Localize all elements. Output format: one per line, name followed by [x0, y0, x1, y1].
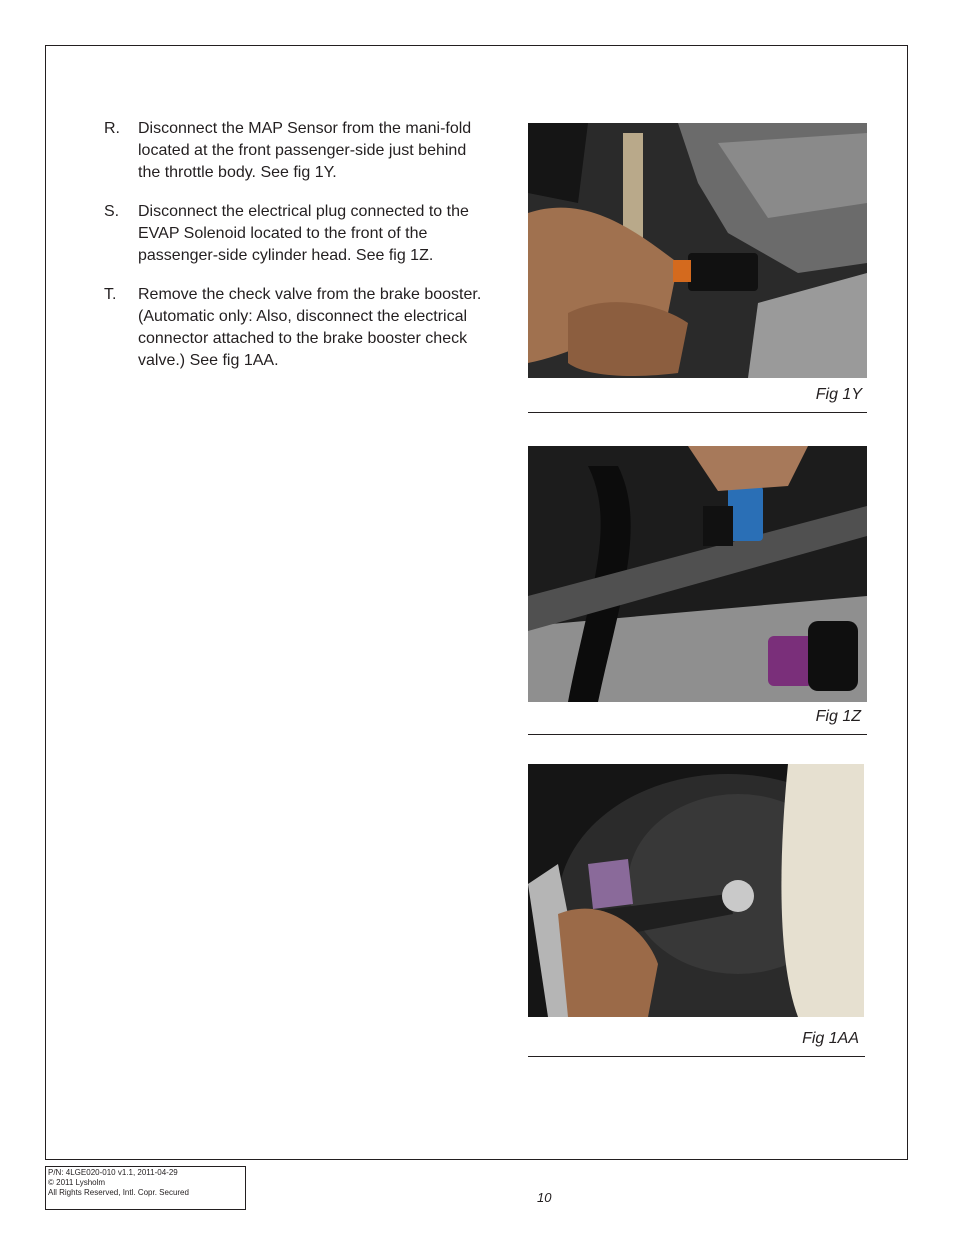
figure-caption: Fig 1Z	[815, 708, 861, 725]
figure-1aa	[528, 764, 867, 1058]
figure-1y	[528, 123, 867, 413]
rights-line: All Rights Reserved, Intl. Copr. Secured	[48, 1188, 189, 1197]
evap-solenoid-photo	[528, 446, 867, 702]
figure-1z	[528, 446, 867, 736]
page-number: 10	[537, 1190, 552, 1205]
step-t	[104, 284, 504, 372]
step-text: Disconnect the MAP Sensor from the mani-fold located at the front passenger-side just behind the throttle body. See fig 1Y.	[138, 120, 472, 181]
part-number: P/N: 4LGE020-010 v1.1, 2011-04-29	[48, 1168, 178, 1177]
copyright-box	[45, 1166, 246, 1210]
figure-caption: Fig 1Y	[815, 386, 862, 403]
step-text: Remove the check valve from the brake booster. (Automatic only: Also, disconnect the electrical connector attached to the brake booster check valve.) See fig 1AA.	[138, 286, 482, 369]
step-text: Disconnect the electrical plug connected to the EVAP Solenoid located to the front of the passenger-side cylinder head. See fig 1Z.	[138, 203, 469, 264]
map-sensor-photo	[528, 123, 867, 378]
step-s	[104, 201, 504, 267]
figure-rule	[528, 734, 867, 735]
instruction-steps	[104, 118, 504, 389]
step-r	[104, 118, 504, 184]
step-letter: R.	[104, 120, 120, 137]
step-letter: S.	[104, 203, 120, 220]
figure-rule	[528, 412, 867, 413]
figure-rule	[528, 1056, 865, 1057]
figure-caption: Fig 1AA	[802, 1030, 859, 1047]
step-letter: T.	[104, 286, 117, 303]
copyright-line: © 2011 Lysholm	[48, 1178, 106, 1187]
brake-booster-photo	[528, 764, 864, 1017]
